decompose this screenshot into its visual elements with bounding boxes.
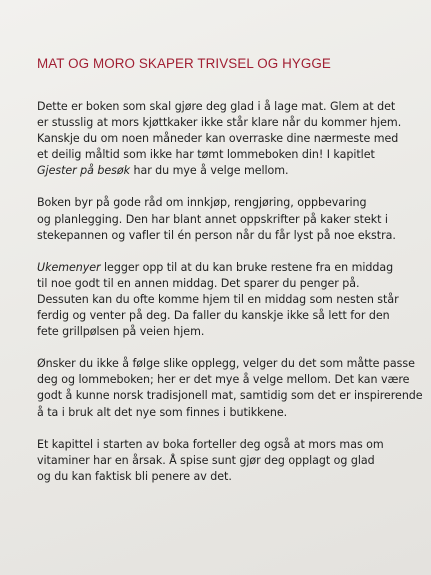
text-line [37, 212, 409, 228]
text-segment: stekepannen og vafler til én person når du får lyst på noe ekstra. [37, 228, 396, 242]
text-line [37, 163, 409, 179]
text-line [37, 356, 415, 372]
paragraph [37, 437, 409, 485]
paragraph [37, 260, 409, 340]
text-segment: Boken byr på gode råd om innkjøp, rengjøring, oppbevaring [37, 196, 367, 210]
text-line [37, 308, 409, 324]
text-line [37, 276, 409, 292]
text-segment: Kanskje du om noen måneder kan overraske dine nærmeste med [37, 132, 399, 146]
text-segment: til noe godt til en annen middag. Det sparer du penger på. [37, 276, 360, 290]
paragraph [37, 195, 409, 243]
text-segment: Dessuten kan du ofte komme hjem til en middag som nesten står [37, 292, 399, 306]
text-segment: Et kapittel i starten av boka forteller deg også at mors mas om [37, 437, 384, 451]
text-line [37, 324, 409, 340]
text-line [37, 453, 409, 469]
paragraph [37, 356, 423, 420]
text-line [37, 437, 409, 453]
text-segment: legger opp til at du kan bruke restene fra en middag [100, 260, 394, 274]
text-line [37, 131, 409, 147]
italic-text: Ukemenyer [37, 260, 101, 274]
page-title: MAT OG MORO SKAPER TRIVSEL OG HYGGE [37, 56, 331, 71]
text-line [37, 388, 423, 404]
text-segment: fete grillpølsen på veien hjem. [37, 325, 205, 339]
text-line [37, 372, 409, 388]
text-segment: og du kan faktisk bli penere av det. [37, 469, 232, 483]
text-line [37, 115, 409, 131]
text-line [37, 147, 409, 163]
text-segment: deg og lommeboken; her er det mye å velge mellom. Det kan være [37, 373, 410, 387]
body-text [37, 99, 423, 485]
text-line [37, 405, 409, 421]
text-segment: er stusslig at mors kjøttkaker ikke står klare når du kommer hjem. [37, 116, 402, 130]
text-line [37, 195, 409, 211]
text-segment: å ta i bruk alt det nye som finnes i butikkene. [37, 405, 288, 419]
text-line [37, 228, 409, 244]
text-segment: vitaminer har en årsak. Å spise sunt gjør deg opplagt og glad [37, 453, 375, 467]
paragraph [37, 99, 409, 179]
text-segment: og planlegging. Den har blant annet oppskrifter på kaker stekt i [37, 212, 388, 226]
text-segment: Dette er boken som skal gjøre deg glad i å lage mat. Glem at det [37, 100, 396, 113]
text-segment: ferdig og venter på deg. Da faller du kanskje ikke så lett for den [37, 309, 390, 323]
text-segment: et deilig måltid som ikke har tømt lommeboken din! I kapitlet [37, 148, 375, 162]
text-segment: godt å kunne norsk tradisjonell mat, samtidig som det er inspirerende [37, 389, 423, 403]
italic-text: Gjester på besøk [37, 164, 130, 178]
text-line [37, 99, 409, 115]
text-segment: Ønsker du ikke å følge slike opplegg, velger du det som måtte passe [37, 357, 415, 371]
text-line [37, 292, 409, 308]
text-segment: har du mye å velge mellom. [129, 164, 289, 178]
text-line [37, 260, 409, 276]
text-line [37, 469, 409, 485]
